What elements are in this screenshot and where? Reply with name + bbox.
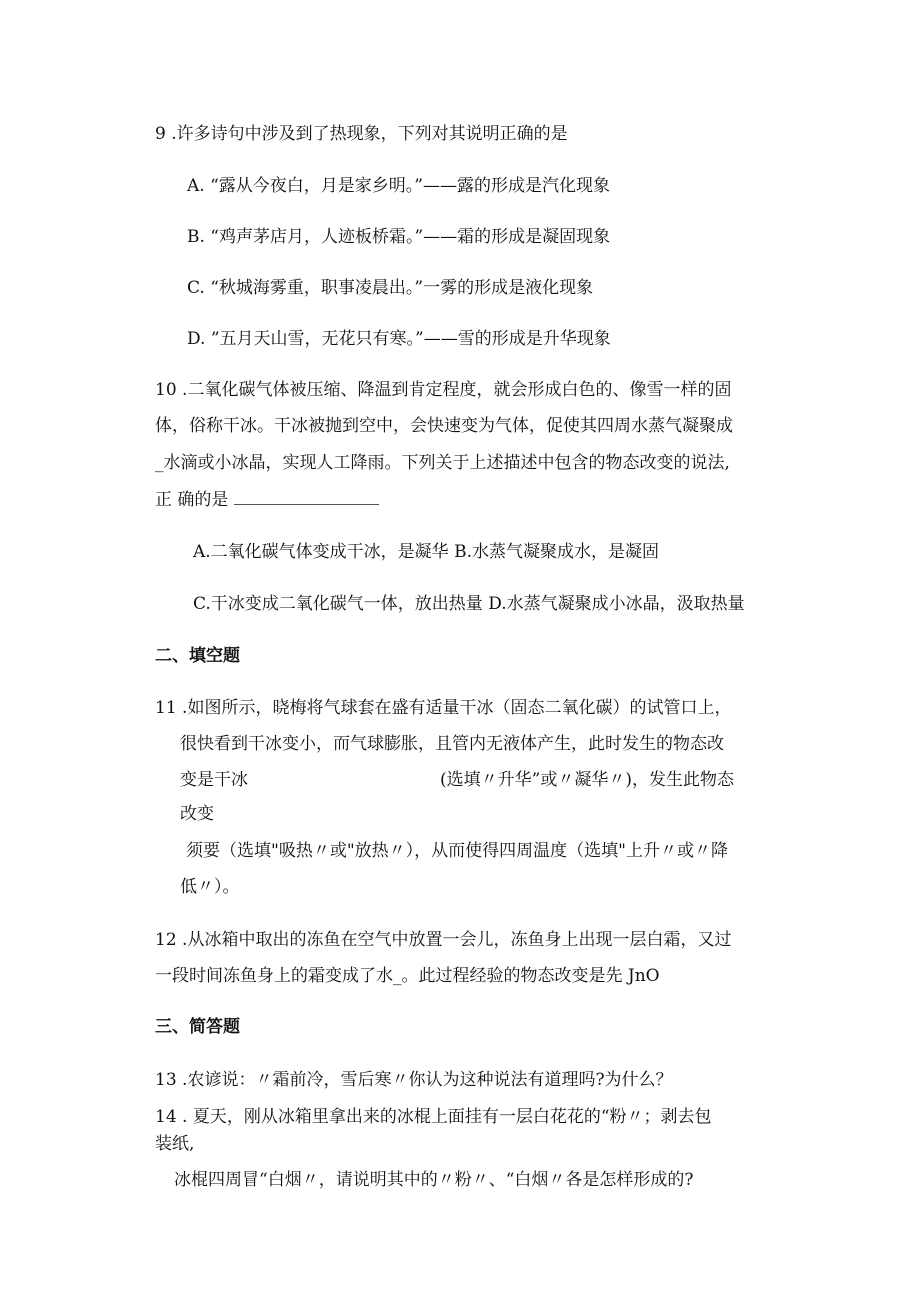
question-10-options-cd: C.干冰变成二氧化碳气一体，放出热量 D.水蒸气凝聚成小冰晶，汲取热量 [193, 594, 745, 614]
answer-blank [234, 490, 379, 505]
question-14-line-1: 14 . 夏天，刚从冰箱里拿出来的冰棍上面挂有一层白花花的“粉〃；剥去包 [155, 1107, 712, 1127]
section-heading-short-answer: 三、简答题 [155, 1017, 240, 1037]
question-12-line-1: 12 .从冰箱中取出的冻鱼在空气中放置一会儿，冻鱼身上出现一层白霜，又过 [155, 930, 732, 950]
question-10-line-4 [155, 489, 379, 511]
section-heading-fill-in: 二、填空题 [155, 646, 240, 666]
question-11-line-2: 很快看到干冰变小，而气球膨胀，且管内无液体产生，此时发生的物态改 [180, 734, 724, 754]
question-12-line-2: 一段时间冻鱼身上的霜变成了水_。此过程经验的物态改变是先 JnO [155, 966, 660, 986]
question-11-line-3a: 变是干冰 [180, 770, 248, 790]
question-11-line-1: 11 .如图所示，晓梅将气球套在盛有适量干冰（固态二氧化碳）的试管口上， [155, 698, 732, 718]
question-10-line-3: _水滴或小冰晶，实现人工降雨。下列关于上述描述中包含的物态改变的说法, [155, 453, 730, 473]
question-9-option-d: D. ”五月天山雪，无花只有寒。”——雪的形成是升华现象 [187, 329, 611, 349]
question-13: 13 .农谚说：〃霜前冷，雪后寒〃你认为这种说法有道理吗?为什么？ [155, 1070, 673, 1090]
question-10-options-ab: A.二氧化碳气体变成干冰，是凝华 B.水蒸气凝聚成水，是凝固 [193, 542, 659, 562]
question-11-line-5: 须要（选填"吸热〃或"放热〃），从而使得四周温度（选填"上升〃或〃降 [186, 841, 728, 861]
question-11-line-6: 低〃）。 [180, 877, 240, 897]
question-10-line-2: 体，俗称干冰。干冰被抛到空中，会快速变为气体，促使其四周水蒸气凝聚成 [155, 416, 733, 436]
question-14-line-3: 冰棍四周冒“白烟〃，请说明其中的〃粉〃、“白烟〃各是怎样形成的? [174, 1170, 694, 1190]
question-9-option-a: A. “露从今夜白，月是家乡明。”——露的形成是汽化现象 [187, 176, 610, 196]
question-9-stem: 9 .许多诗句中涉及到了热现象，下列对其说明正确的是 [155, 124, 568, 144]
question-9-option-b: B. “鸡声茅店月，人迹板桥霜。”——霜的形成是凝固现象 [187, 227, 611, 247]
question-14-line-2: 装纸, [155, 1134, 195, 1154]
question-11-line-4: 改变 [180, 804, 214, 824]
question-11-line-3b: (选填〃升华”或〃凝华〃)，发生此物态 [440, 770, 734, 790]
question-10-line-4-text: 正 确的是 [155, 490, 229, 510]
question-10-line-1: 10 .二氧化碳气体被压缩、降温到肯定程度，就会形成白色的、像雪一样的固 [155, 380, 732, 400]
question-9-option-c: C. “秋城海雾重，职事凌晨出。”一雾的形成是液化现象 [187, 278, 594, 298]
